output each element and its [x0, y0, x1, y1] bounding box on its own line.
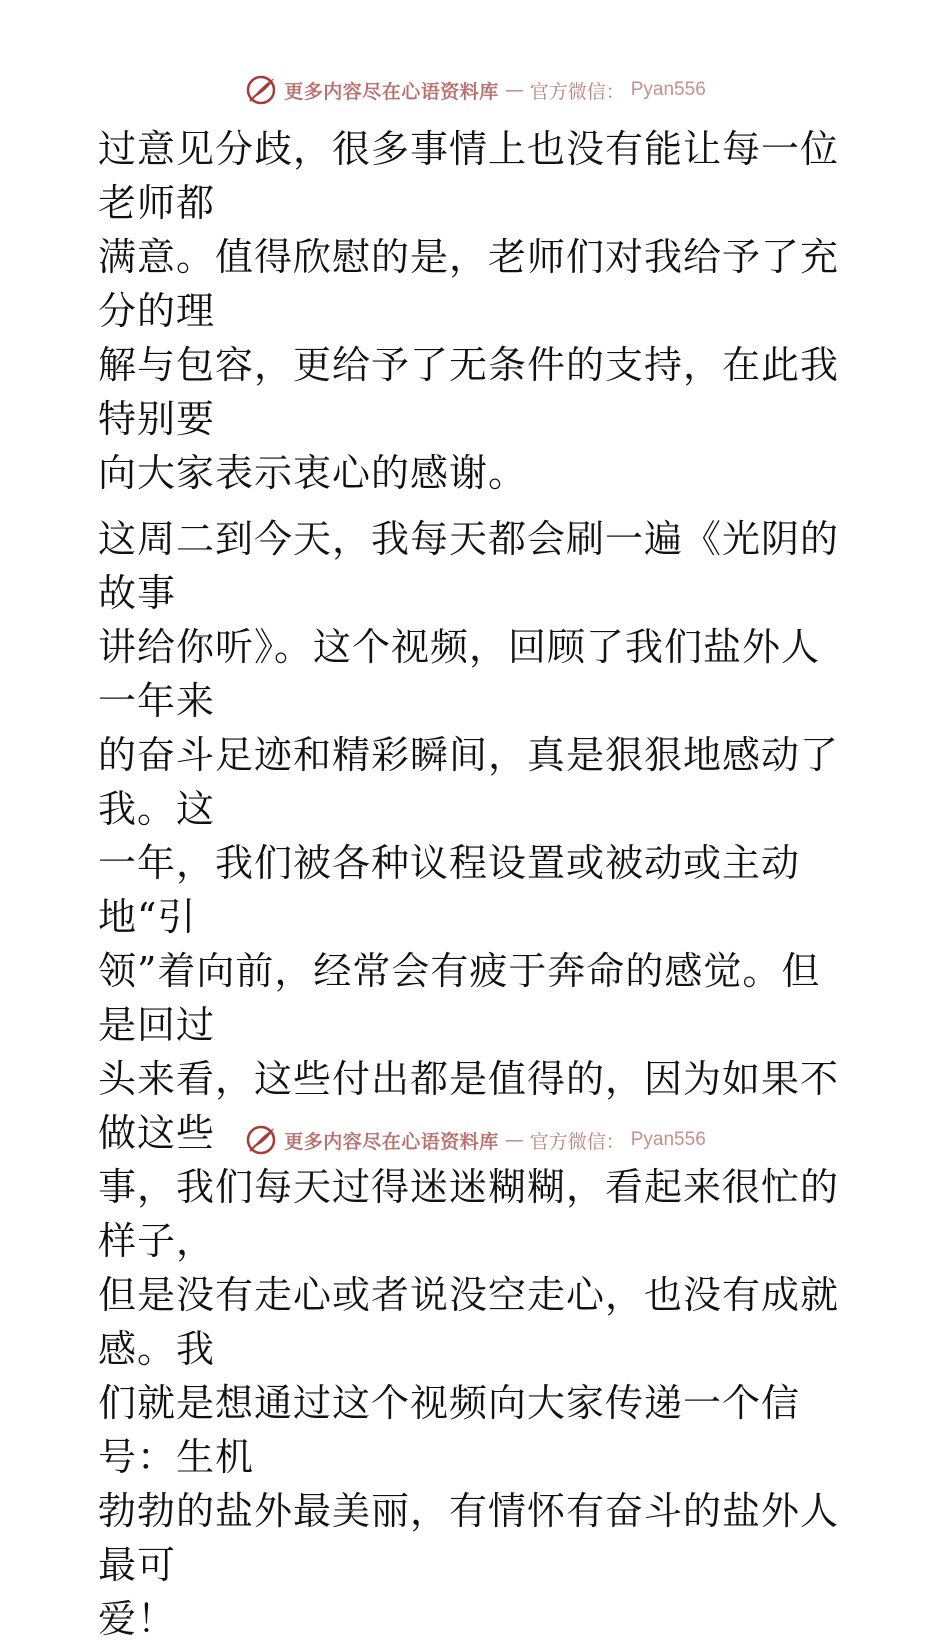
header-official-label: 官方微信： [529, 80, 625, 103]
quill-logo-icon [244, 1123, 278, 1157]
paragraph-2: 这周二到今天，我每天都会刷一遍《光阴的故事 讲给你听》。这个视频，回顾了我们盐外人一年来 的奋斗足迹和精彩瞬间，真是狠狠地感动了我。这 一年，我们被各种议程设置或被动或主动地“引 领”着向前，经常会有疲于奔命的感觉。但是回过 头来看，这些付出都是值得的，因为如果不做这些 事，我们每天过得迷迷糊糊，看起来很忙的样子， 但是没有走心或者说没空走心，也没有成就感。我 们就是想通过这个视频向大家传递一个信号：生机 勃勃的盐外最美丽，有情怀有奋斗的盐外人最可 爱！ [98, 517, 840, 1641]
header-separator: — [504, 79, 524, 101]
quill-logo-icon [244, 73, 278, 107]
footer-banner [0, 1120, 950, 1160]
footer-official-label: 官方微信： [529, 1130, 625, 1153]
footer-brand-text: 更多内容尽在心语资料库 [284, 1130, 499, 1153]
header-banner [0, 70, 950, 110]
header-wechat-id: Pyan556 [630, 79, 706, 100]
paragraph-1: 过意见分歧，很多事情上也没有能让每一位老师都 满意。值得欣慰的是，老师们对我给予了充分的理 解与包容，更给予了无条件的支持，在此我特别要 向大家表示衷心的感谢。 [98, 127, 840, 495]
document-body [98, 122, 858, 1646]
footer-wechat-id: Pyan556 [630, 1129, 706, 1150]
header-brand-text: 更多内容尽在心语资料库 [284, 80, 499, 103]
footer-separator: — [504, 1129, 524, 1151]
